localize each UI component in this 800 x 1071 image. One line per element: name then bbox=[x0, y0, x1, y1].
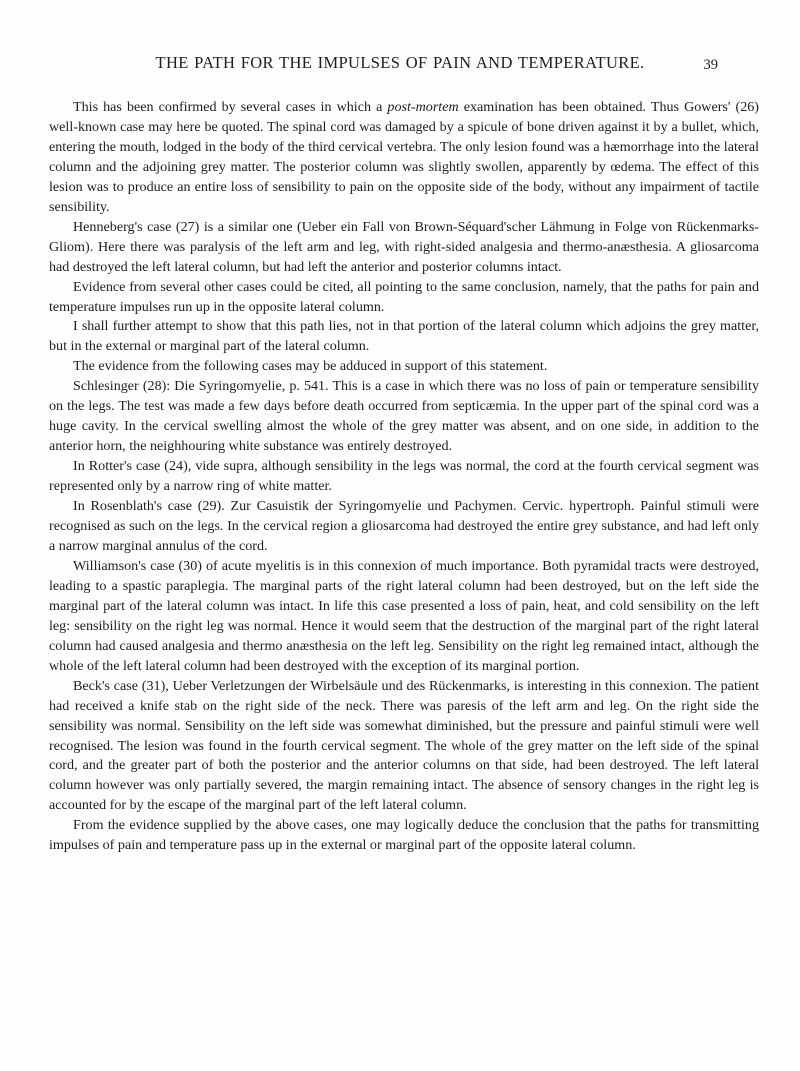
paragraph-following-cases: The evidence from the following cases may be adduced in support of this statement. bbox=[73, 358, 548, 375]
paragraph-gowers-case bbox=[49, 98, 759, 218]
paragraph-beck: Beck's case (31), Ueber Verletzungen der Wirbelsäule und des Rückenmarks, is interesting in this connexion. The patient had received a knife stab on the right side of the neck. There was paresis of the left arm and leg. On the right side the sensibility was normal. Sensibility on the left side was somewhat diminished, but the pressure and painful stimuli were well recognised. The lesion was found in the fourth cervical segment. The whole of the grey matter on the left side of the spinal cord, and the greater part of both the posterior and the anterior columns on that side, had been destroyed. The left lateral column however was only partially severed, the margin remaining intact. The absence of sensory changes in the right leg is accounted for by the escape of the marginal part of the left lateral column. bbox=[49, 677, 759, 814]
paragraph-text: examination has been obtained. Thus Gowers' (26) well-known case may here be quoted. The spinal cord was damaged by a spicule of bone driven against it by a bullet, which, entering the mouth, lodged in the body of the third cervical vertebra. The only lesion found was a hæmorrhage into the lateral column and the adjoining grey matter. The posterior column was slightly swollen, apparently by œdema. The effect of this lesion was to produce an entire loss of sensibility to pain on the opposite side of the body, without any impairment of tactile sensibility. bbox=[49, 99, 760, 215]
page-number: 39 bbox=[703, 57, 718, 73]
paragraph-text: This has been confirmed by several cases in which a bbox=[73, 99, 388, 115]
paragraph-rosenblath: In Rosenblath's case (29). Zur Casuistik der Syringomyelie und Pachymen. Cervic. hypertroph. Painful stimuli were recognised as such on the legs. In the cervical region a gliosarcoma had destroyed the entire grey substance, and had left only a narrow marginal annulus of the cord. bbox=[49, 498, 759, 554]
running-title: THE PATH FOR THE IMPULSES OF PAIN AND TEMPERATURE. bbox=[155, 53, 645, 72]
running-head bbox=[0, 53, 800, 75]
paragraph-conclusion: From the evidence supplied by the above cases, one may logically deduce the conclusion that the paths for transmitting impulses of pain and temperature pass up in the external or marginal part of the opposite lateral column. bbox=[49, 817, 759, 854]
paragraph-evidence: Evidence from several other cases could be cited, all pointing to the same conclusion, namely, that the paths for pain and temperature impulses run up in the opposite lateral column. bbox=[49, 278, 759, 315]
paragraph-schlesinger: Schlesinger (28): Die Syringomyelie, p. 541. This is a case in which there was no loss of pain or temperature sensibility on the legs. The test was made a few days before death occurred from septicæmia. In the upper part of the spinal cord was a huge cavity. In the cervical swelling almost the whole of the grey matter was absent, and on one side, in addition to the anterior horn, the neighhouring white substance was entirely destroyed. bbox=[49, 378, 759, 455]
italic-term-post-mortem: post-mortem bbox=[387, 99, 459, 115]
paragraph-henneberg-case: Henneberg's case (27) is a similar one (Ueber ein Fall von Brown-Séquard'scher Lähmung in Folge von Rückenmarks-Gliom). Here there was paralysis of the left arm and leg, with right-sided analgesia and thermo-anæsthesia. A gliosarcoma had destroyed the left lateral column, but had left the anterior and posterior columns intact. bbox=[49, 218, 759, 275]
paragraph-marginal-part: I shall further attempt to show that this path lies, not in that portion of the lateral column which adjoins the grey matter, but in the external or marginal part of the lateral column. bbox=[49, 318, 759, 355]
body-text bbox=[49, 98, 759, 856]
paragraph-rotter: In Rotter's case (24), vide supra, although sensibility in the legs was normal, the cord at the fourth cervical segment was represented only by a narrow ring of white matter. bbox=[49, 458, 759, 495]
paragraph-williamson: Williamson's case (30) of acute myelitis is in this connexion of much importance. Both pyramidal tracts were destroyed, leading to a spastic paraplegia. The marginal parts of the right lateral column had been destroyed, but on the left side the marginal part of the lateral column was intact. In life this case presented a loss of pain, heat, and cold sensibility on the left leg: sensibility on the right leg was normal. Hence it would seem that the destruction of the marginal part of the right lateral column had caused analgesia and thermo anæsthesia on the left leg. Sensibility on the right leg remained intact, although the whole of the left lateral column had been destroyed with the exception of its marginal portion. bbox=[49, 557, 759, 674]
